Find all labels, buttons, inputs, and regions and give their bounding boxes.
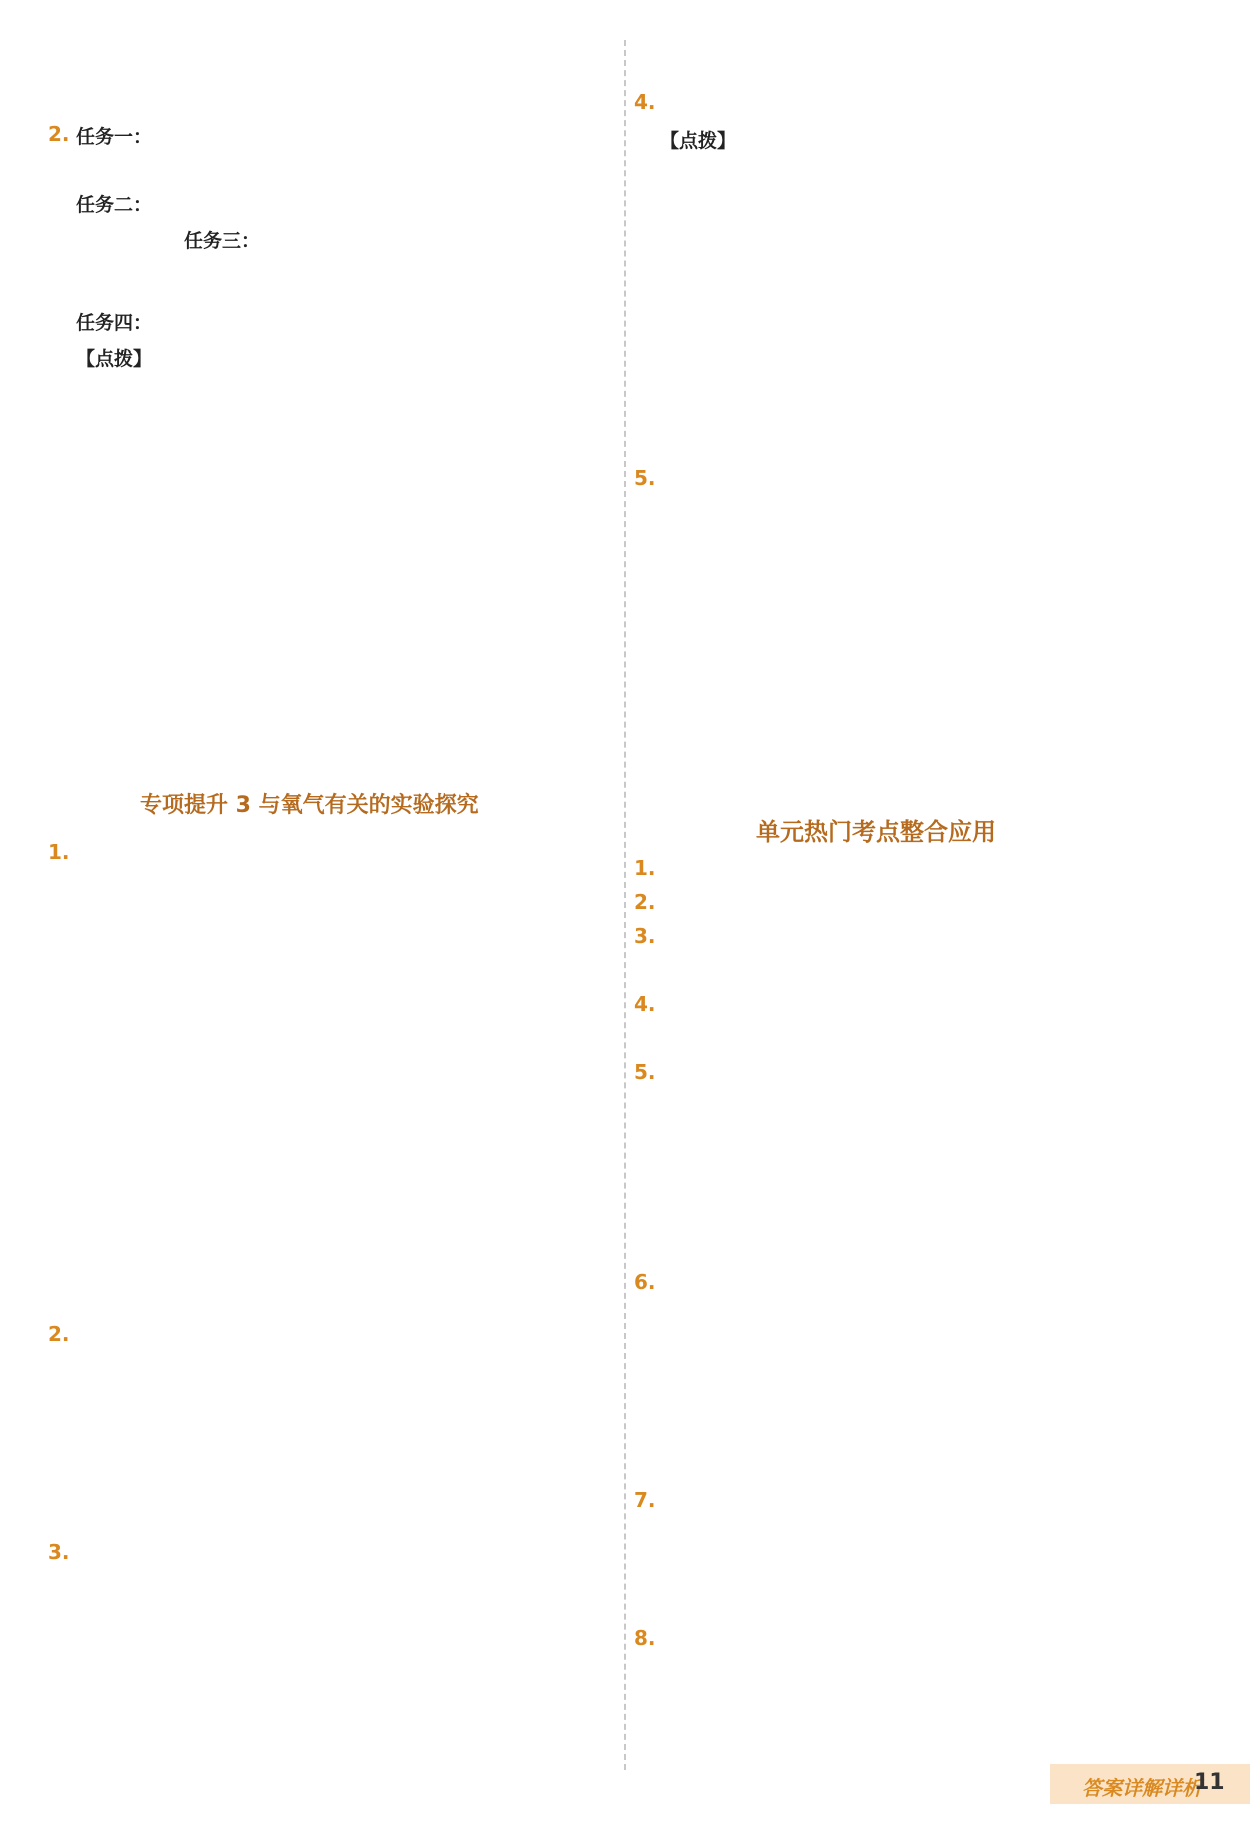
column-divider <box>624 40 626 1770</box>
answer-number: 2. <box>634 890 656 914</box>
task-three-label: 任务三： <box>184 230 261 252</box>
answer-number: 3. <box>634 924 656 948</box>
hint-label: 【点拨】 <box>660 130 737 152</box>
answer-number: 5. <box>634 466 656 490</box>
task-two-label: 任务二： <box>76 194 153 216</box>
answer-number: 1. <box>48 840 70 864</box>
page-number: 11 <box>1194 1770 1225 1795</box>
answer-number: 2. <box>48 122 70 146</box>
answer-number: 8. <box>634 1626 656 1650</box>
answer-number: 2. <box>48 1322 70 1346</box>
section-heading: 单元热门考点整合应用 <box>756 818 996 846</box>
answer-number: 3. <box>48 1540 70 1564</box>
hint-label: 【点拨】 <box>76 348 153 370</box>
answer-number: 5. <box>634 1060 656 1084</box>
answer-number: 1. <box>634 856 656 880</box>
answer-number: 4. <box>634 992 656 1016</box>
section-heading: 专项提升 3 与氧气有关的实验探究 <box>140 793 479 818</box>
task-four-label: 任务四： <box>76 312 153 334</box>
answer-number: 4. <box>634 90 656 114</box>
footer-label: 答案详解详析 <box>1082 1776 1202 1800</box>
answer-number: 7. <box>634 1488 656 1512</box>
answer-number: 6. <box>634 1270 656 1294</box>
task-one-label: 任务一： <box>76 126 153 148</box>
